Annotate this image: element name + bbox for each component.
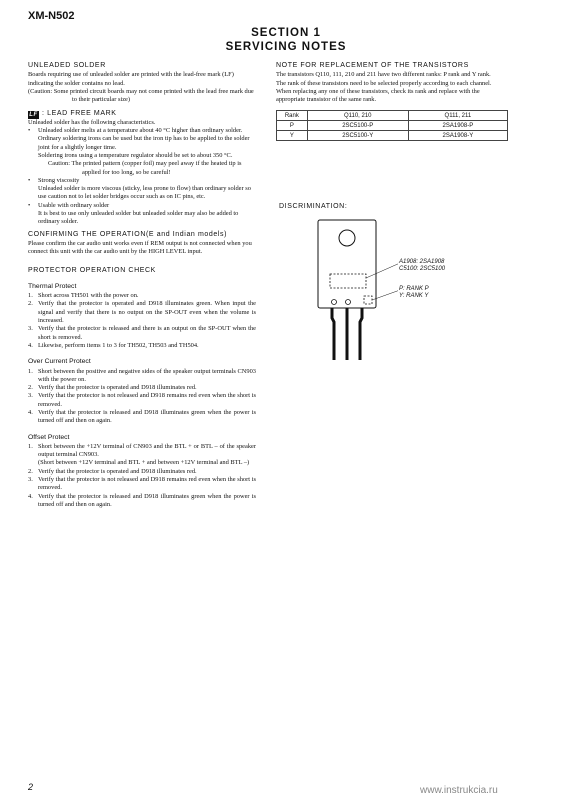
list-item <box>28 202 256 227</box>
transistor-text-1: The transistors Q110, 111, 210 and 211 have two different ranks: P rank and Y rank. <box>276 71 491 79</box>
section-number: SECTION 1 <box>251 27 321 39</box>
step-note: (Short between +12V terminal and BTL + and between +12V terminal and BTL –) <box>38 459 250 467</box>
step-text: Verify that the protector is operated and D918 illuminates red. <box>38 384 197 392</box>
list-item: 3. Verify that the protector is not released and D918 remains red even when the short is removed. <box>28 476 256 492</box>
list-item: 1. Short between the positive and negative sides of the speaker output terminals CN903 with the power on. <box>28 367 256 383</box>
transistor-lead <box>332 308 334 360</box>
confirming-text: Please confirm the car audio unit works even if REM output is not connected when you connect this unit with the car audio unit by the HIGH LEVEL input. <box>28 239 252 256</box>
table-header-cell: Q111, 211 <box>408 111 507 121</box>
table-cell: 2SA1908-P <box>408 121 507 131</box>
transistor-drawing <box>312 218 398 364</box>
thermal-title: Thermal Protect <box>28 282 77 290</box>
step-text: Short across TH501 with the power on. <box>38 292 139 300</box>
confirming-note: (E and Indian models) <box>145 230 228 238</box>
model-number: XM-N502 <box>28 10 75 22</box>
list-item: 1. Short between the +12V terminal of CN903 and the BTL + or BTL – of the speaker output terminal CN903. (Short between +12V terminal and BTL + and between +12V terminal and BTL –) <box>28 442 256 467</box>
step-text: Verify that the protector is operated and D918 illuminates green. When input the signal and verify that there is no output on the SP-OUT even when the volume is increased. <box>38 300 256 325</box>
table-cell: 2SA1908-Y <box>408 131 507 141</box>
characteristic-usable-note: It is best to use only unleaded solder but unleaded solder may also be added to ordinary solder. <box>38 210 239 226</box>
unleaded-caution: (Caution: Some printed circuit boards may not come printed with the lead free mark due to their particular size) <box>28 87 254 104</box>
lead-free-logo-icon: LF <box>29 111 38 118</box>
characteristic-viscosity: Strong viscosity <box>38 176 80 184</box>
table-row <box>277 131 508 141</box>
watermark: www.instrukcia.ru <box>420 785 498 796</box>
left-column <box>28 62 256 509</box>
confirming-heading <box>28 231 256 239</box>
table-cell: P <box>277 121 308 131</box>
table-cell: Y <box>277 131 308 141</box>
table-header-cell: Rank <box>277 111 308 121</box>
transistor-text-2: The rank of these transistors need to be selected properly according to each channel. When replacing any one of these transistors, check its rank and replace with the appropriate transistor of the same rank. <box>276 79 492 104</box>
characteristic-usable: Usable with ordinary solder <box>38 201 110 209</box>
list-item <box>28 127 256 177</box>
overcurrent-title: Over Current Protect <box>28 358 91 366</box>
table-cell: 2SC5100-P <box>307 121 408 131</box>
label-rank-p: P: RANK P <box>399 286 429 292</box>
step-text: Short between the positive and negative sides of the speaker output terminals CN903 with the power on. <box>38 367 256 383</box>
lead-free-heading <box>28 110 256 118</box>
offset-steps <box>28 443 256 509</box>
overcurrent-steps <box>28 368 256 426</box>
step-text: Short between the +12V terminal of CN903 and the BTL + or BTL – of the speaker output terminal CN903. <box>38 442 256 459</box>
lead-free-title: : LEAD FREE MARK <box>42 110 117 118</box>
mounting-hole-icon <box>339 230 355 246</box>
label-c5100: C5100: 2SC5100 <box>399 266 446 272</box>
step-text: Verify that the protector is not released and D918 remains red even when the short is removed. <box>38 392 256 408</box>
characteristic-melt-note1: Ordinary soldering irons can be used but the iron tip has to be applied to the solder joint for a slightly longer time. <box>38 135 250 151</box>
list-item <box>28 177 256 202</box>
step-text: Verify that the protector is not released and D918 remains red even when the short is removed. <box>38 476 256 492</box>
rank-table <box>276 110 508 141</box>
characteristic-melt: Unleaded solder melts at a temperature about 40 °C higher than ordinary solder. <box>38 127 243 135</box>
step-text: Verify that the protector is released and D918 illuminates green when the power is turned off and then on again. <box>38 492 256 508</box>
offset-title: Offset Protect <box>28 433 70 441</box>
page-number: 2 <box>28 782 34 792</box>
confirming-title: CONFIRMING THE OPERATION <box>28 230 146 238</box>
label-rank-y: Y: RANK Y <box>399 293 429 299</box>
step-text: Verify that the protector is released and there is an output on the SP-OUT when the short is removed. <box>38 325 256 341</box>
transistor-heading: NOTE FOR REPLACEMENT OF THE TRANSISTORS <box>276 62 469 69</box>
list-item: 3. Verify that the protector is released and there is an output on the SP-OUT when the short is removed. <box>28 325 256 341</box>
step-text: Likewise, perform items 1 to 3 for TH502, TH503 and TH504. <box>38 341 199 349</box>
lead-free-intro: Unleaded solder has the following characteristics. <box>28 118 156 126</box>
table-cell: 2SC5100-Y <box>307 131 408 141</box>
list-item: 1. Short across TH501 with the power on. <box>28 292 139 300</box>
table-header-row <box>277 111 508 121</box>
label-a1908: A1908: 2SA1908 <box>399 259 445 265</box>
list-item: 2. Verify that the protector is operated and D918 illuminates red. <box>28 467 197 475</box>
discrimination-heading: DISCRIMINATION: <box>279 203 348 210</box>
unleaded-heading: UNLEADED SOLDER <box>28 62 106 69</box>
list-item: 2. Verify that the protector is operated and D918 illuminates red. <box>28 384 197 392</box>
step-text: Verify that the protector is released and D918 illuminates green when the power is turned off and then on again. <box>38 408 256 425</box>
protector-heading: PROTECTOR OPERATION CHECK <box>28 266 156 274</box>
section-title: SERVICING NOTES <box>225 41 347 53</box>
unleaded-text: Boards requiring use of unleaded solder are printed with the lead-free mark (LF) indicating the solder contains no lead. <box>28 71 234 87</box>
lead-free-characteristics <box>28 127 256 227</box>
characteristic-melt-note2: Soldering irons using a temperature regulator should be set to about 350 °C. <box>38 151 233 159</box>
characteristic-viscosity-note: Unleaded solder is more viscous (sticky, less prone to flow) than ordinary solder so use caution not to let solder bridges occur such as on IC pins, etc. <box>38 185 251 201</box>
table-row <box>277 121 508 131</box>
right-column <box>276 62 508 141</box>
table-header-cell: Q110, 210 <box>307 111 408 121</box>
list-item: 4. Verify that the protector is released and D918 illuminates green when the power is turned off and then on again. <box>28 492 256 508</box>
characteristic-melt-caution: Caution: The printed pattern (copper foil) may peel away if the heated tip is applied for too long, so be careful! <box>48 160 242 176</box>
thermal-steps <box>28 292 256 350</box>
step-text: Verify that the protector is operated and D918 illuminates red. <box>38 467 197 475</box>
list-item: 4. Likewise, perform items 1 to 3 for TH502, TH503 and TH504. <box>28 341 199 349</box>
list-item: 2. Verify that the protector is operated and D918 illuminates green. When input the signal and verify that there is no output on the SP-OUT even when the volume is increased. <box>28 300 256 325</box>
list-item: 3. Verify that the protector is not released and D918 remains red even when the short is removed. <box>28 392 256 408</box>
transistor-lead <box>360 308 362 360</box>
list-item: 4. Verify that the protector is released and D918 illuminates green when the power is turned off and then on again. <box>28 408 256 425</box>
